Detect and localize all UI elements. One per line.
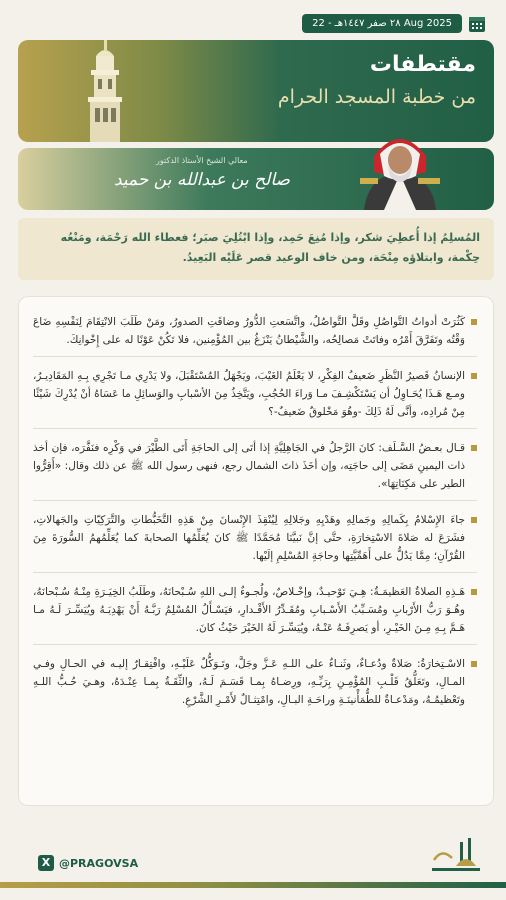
social-handle[interactable]: [38, 855, 138, 871]
haramain-logo: [430, 836, 482, 876]
speaker-photo: [354, 116, 446, 210]
bullet-square-icon: [471, 589, 477, 595]
list-item-text: قـال بعـضُ السَّـلَف: كانَ الرَّجلُ في الجَاهِلِيَّةِ إذا أتَى إلى الحاجَةِ أَتَى الطَّيْرَ في وَكْرِه فنَفَّرَه، فإن أخذ ذات اليمينِ مَضَى إلى حاجَتِه، وإن أخَذَ ذاتَ الشمال رجع، فنهى رسول الله ﷺ عن ذلك وقال: «أَقِرُّوا الطير على مَكِنَاتِهَا».: [33, 442, 465, 490]
bullet-square-icon: [471, 445, 477, 451]
list-item: [33, 651, 477, 716]
speaker-banner: [18, 148, 494, 210]
bullet-square-icon: [471, 319, 477, 325]
speaker-name-signature: صالح بن عبدالله بن حميد: [114, 170, 290, 190]
list-item-text: جاءَ الإِسْلامُ بِكَمالِهِ وجَمالِهِ وهَدْيِهِ وجَلالِهِ لِيُنْقِذَ الإِنْسانَ مِنْ هَذِهِ التَّخَبُّطاتِ والتَّرَكِيّاتِ والجَهالاتِ، فشَرَعَ له صَلاةَ الاسْتِخارَةِ، حتَّى إنَّ نَبيَّنَا مُحَمَّدًا ﷺ كانَ يُعَلِّمُها الصحابةَ كما يُعَلِّمُهمُ السُّورَةَ مِنَ القُرْآنِ؛ مِمَّا يَدُلُّ على أَهَمِّيَّتِها وحاجَةِ المُسْلِمِ إلَيْها.: [33, 514, 465, 562]
speaker-role: معالي الشيخ الأستاذ الدكتور: [156, 156, 248, 165]
bullet-square-icon: [471, 661, 477, 667]
x-logo-icon: X: [38, 855, 54, 871]
list-item: [33, 435, 477, 501]
list-item: [33, 579, 477, 645]
bullet-square-icon: [471, 517, 477, 523]
date-label: ٢٨ صفر ١٤٤٧هـ - 22 Aug 2025: [302, 14, 462, 33]
list-item: [33, 363, 477, 429]
calendar-icon: [468, 15, 486, 33]
page-title: مقتطفات: [369, 52, 476, 77]
list-item: [33, 309, 477, 357]
page-subtitle: من خطبة المسجد الحرام: [277, 86, 476, 108]
excerpts-list: [18, 296, 494, 806]
handle-text: @PRAGOVSA: [59, 856, 139, 870]
date-bar: [302, 14, 486, 33]
bullet-square-icon: [471, 373, 477, 379]
list-item-text: الاسْـتِخارَةُ: صَلاةٌ ودُعـاءٌ، وثَنـاءٌ على اللـهِ عَـزَّ وجَلَّ، وتَـوَكُّلٌ عَلَيْـهِ، وافْتِقـارٌ إليـه في الحـالِ وفـي المـالِ، وتَعَلُّقُ قَلْـبِ المُؤْمِـنِ بِرَبِّـهِ، ورِضـاهُ بِمـا قَسَـمَ لَـهُ، والثِّقَـةُ بِمـا عِنْـدَهُ، وهـيَ حُـبُّ اللـهِ وتَعْظيمُـهُ، ومَدْعـاةٌ للطُّمَأْنينَـةِ وراحَـةِ البـالِ، وامْتِثـالٌ لأَمْـرِ الشَّرْعِ.: [33, 658, 465, 706]
minaret-icon: [58, 40, 168, 142]
list-item-text: الإنسانُ قَصيرُ النَّظَرِ ضَعيفُ الفِكْرِ، لا يَعْلَمُ الغَيْبَ، ويَجْهَلُ المُسْتَقْبَلَ، ولا يَدْرِي مـا تَجْرِي بِـهِ المَقَادِيـرُ، ومـع هَـذَا يُحَـاوِلُ أن يَسْتَكْشِـفَ مـا وَراءَ الحُجُبِ، ويَتَّخِذُ مِنَ الأسْبابِ والوَسائِلِ ما عَسَاهُ أنْ يُدْرِكَ شَيْئًا مِنْ مُرادِه، وأنَّى لَهُ ذَلِكَ -وهُوَ مَخْلوقٌ ضَعيفٌ-؟: [33, 370, 465, 418]
list-item-text: كَثُرَتْ أدواتُ التَّواصُلِ وقَلَّ التَّواصُلُ، واتَّسَعتِ الدُّورُ وضاقَتِ الصدورُ، ومَنْ طَلَبَ الانْتِقَامَ لِنَفْسِهِ ضَاعَ وَقْتُه وتَفَرَّقَ أَمْرُه وفاتَتْ مَصالِحُه، والشَّيْطانُ يَنْزَغُ بين المُؤْمِنين، فلا تَكُنْ عَوْنًا له على إِخْوانِكَ.: [33, 316, 465, 346]
list-item: [33, 507, 477, 573]
highlight-quote: المُسلِمُ إذا أُعطِيَ شكر، وإذا مُنِعَ حَمِد، وإذا ابْتُلِيَ صبَر؛ فعطاء الله رَحْمَة، ومَنْعُه حِكْمة، وابتلاؤه مِنْحَة، ومن خاف الوعيد قصر عَلَيْه البَعِيدُ.: [18, 218, 494, 280]
footer-bar: [0, 882, 506, 888]
list-item-text: هَـذِهِ الصلاةُ العَظيمَـةُ: هِـيَ تَوْحيـدٌ، وإخْـلاصٌ، ولُجـوءٌ إلـى اللهِ سُـبْحانَهُ، وطَلَبُ الخِيَـرَةِ مِنْـهُ سُـبْحانَهُ، وهُـوَ رَبُّ الأَرْبابِ ومُسَـبِّبُ الأَسْـبابِ ومُقَـدِّرُ الأَقْـدارِ، فيَسْـأَلُ المُسْلِمُ رَبَّـهُ أَنْ يَهْدِيَـهُ ويُيَسِّـرَ لَـهُ مـا هَـمَّ بِـهِ مِـنَ الخَيْـرِ، أو يَصرِفَـهُ عَنْـهُ، ويُيَسِّـرَ لَهُ الخَيْرَ حَيْثُ كانَ.: [33, 586, 465, 634]
